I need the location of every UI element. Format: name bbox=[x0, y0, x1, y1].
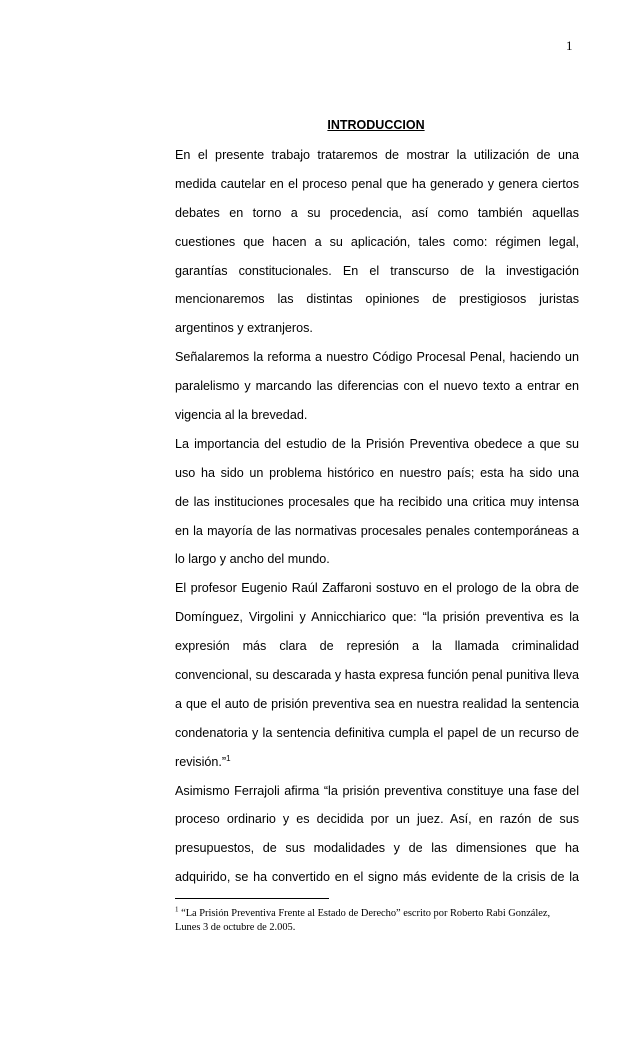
text-line bbox=[175, 199, 579, 228]
text-line-content: condenatoria y la sentencia definitiva cumpla el papel de un recurso de bbox=[175, 725, 579, 740]
text-line-content: lo largo y ancho del mundo. bbox=[175, 552, 330, 567]
text-line-content: a que el auto de prisión preventiva sea en nuestra realidad la sentencia bbox=[175, 696, 579, 711]
footnote-reference: 1 bbox=[226, 753, 231, 763]
text-line-content: El profesor Eugenio Raúl Zaffaroni sostuvo en el prologo de la obra de bbox=[175, 581, 579, 596]
text-line-content: Domínguez, Virgolini y Annicchiarico que: “la prisión preventiva es la bbox=[175, 610, 579, 625]
text-line bbox=[175, 343, 579, 372]
footnote-text-1: “La Prisión Preventiva Frente al Estado de Derecho” escrito por Roberto Rabi González, bbox=[178, 908, 551, 919]
footnote bbox=[175, 907, 595, 935]
text-line-content: presupuestos, de sus modalidades y de las dimensiones que ha bbox=[175, 841, 579, 856]
text-line bbox=[175, 141, 579, 170]
footnote-separator bbox=[175, 898, 329, 899]
text-line-content: argentinos y extranjeros. bbox=[175, 321, 313, 336]
text-line-content: de las instituciones procesales que ha recibido una critica muy intensa bbox=[175, 494, 579, 509]
footnote-marker: 1 bbox=[175, 905, 179, 914]
text-line-content: convencional, su descarada y hasta expresa función penal punitiva lleva bbox=[175, 668, 579, 683]
text-line bbox=[175, 632, 579, 661]
text-line bbox=[175, 314, 579, 343]
text-line bbox=[175, 748, 579, 777]
text-line-content: En el presente trabajo trataremos de mostrar la utilización de una bbox=[175, 148, 579, 162]
text-line bbox=[175, 488, 579, 517]
text-line bbox=[175, 719, 579, 748]
text-line bbox=[175, 170, 579, 199]
text-line bbox=[175, 834, 579, 863]
text-line bbox=[175, 863, 579, 892]
text-line-content: debates en torno a su procedencia, así como también aquellas bbox=[175, 205, 579, 220]
text-line-content: mencionaremos las distintas opiniones de prestigiosos juristas bbox=[175, 292, 579, 307]
text-line-content: La importancia del estudio de la Prisión Preventiva obedece a que su bbox=[175, 436, 579, 451]
text-line-content: en la mayoría de las normativas procesales penales contemporáneas a bbox=[175, 523, 579, 538]
text-line-content: cuestiones que hacen a su aplicación, tales como: régimen legal, bbox=[175, 234, 579, 249]
page-title: INTRODUCCION bbox=[327, 118, 425, 132]
text-line bbox=[175, 459, 579, 488]
footnote-line-2: Lunes 3 de octubre de 2.005. bbox=[175, 922, 296, 933]
text-line-content: vigencia al la brevedad. bbox=[175, 408, 308, 423]
text-line bbox=[175, 430, 579, 459]
text-line-content: Señalaremos la reforma a nuestro Código Procesal Penal, haciendo un bbox=[175, 350, 579, 365]
text-line-content: Asimismo Ferrajoli afirma “la prisión preventiva constituye una fase del bbox=[175, 783, 579, 798]
text-line bbox=[175, 661, 579, 690]
text-line-content: revisión.” bbox=[175, 754, 227, 769]
text-line bbox=[175, 285, 579, 314]
text-line-content: garantías constitucionales. En el transcurso de la investigación bbox=[175, 263, 579, 278]
text-line-content: adquirido, se ha convertido en el signo más evidente de la crisis de la bbox=[175, 870, 579, 885]
text-line bbox=[175, 257, 579, 286]
text-line bbox=[175, 690, 579, 719]
text-line-content: proceso ordinario y es decidida por un juez. Así, en razón de sus bbox=[175, 812, 579, 827]
text-line bbox=[175, 517, 579, 546]
text-line bbox=[175, 228, 579, 257]
text-line-content: expresión más clara de represión a la llamada criminalidad bbox=[175, 639, 579, 654]
page-number: 1 bbox=[566, 38, 573, 53]
text-line bbox=[175, 372, 579, 401]
text-line bbox=[175, 574, 579, 603]
footnote-line-1 bbox=[175, 907, 595, 921]
text-line-content: uso ha sido un problema histórico en nuestro país; esta ha sido una bbox=[175, 465, 579, 480]
text-line bbox=[175, 603, 579, 632]
text-line bbox=[175, 805, 579, 834]
body-text bbox=[175, 141, 579, 892]
text-line bbox=[175, 545, 579, 574]
text-line bbox=[175, 777, 579, 806]
text-line-content: medida cautelar en el proceso penal que ha generado y genera ciertos bbox=[175, 176, 579, 191]
text-line-content: paralelismo y marcando las diferencias con el nuevo texto a entrar en bbox=[175, 379, 579, 394]
text-line bbox=[175, 401, 579, 430]
